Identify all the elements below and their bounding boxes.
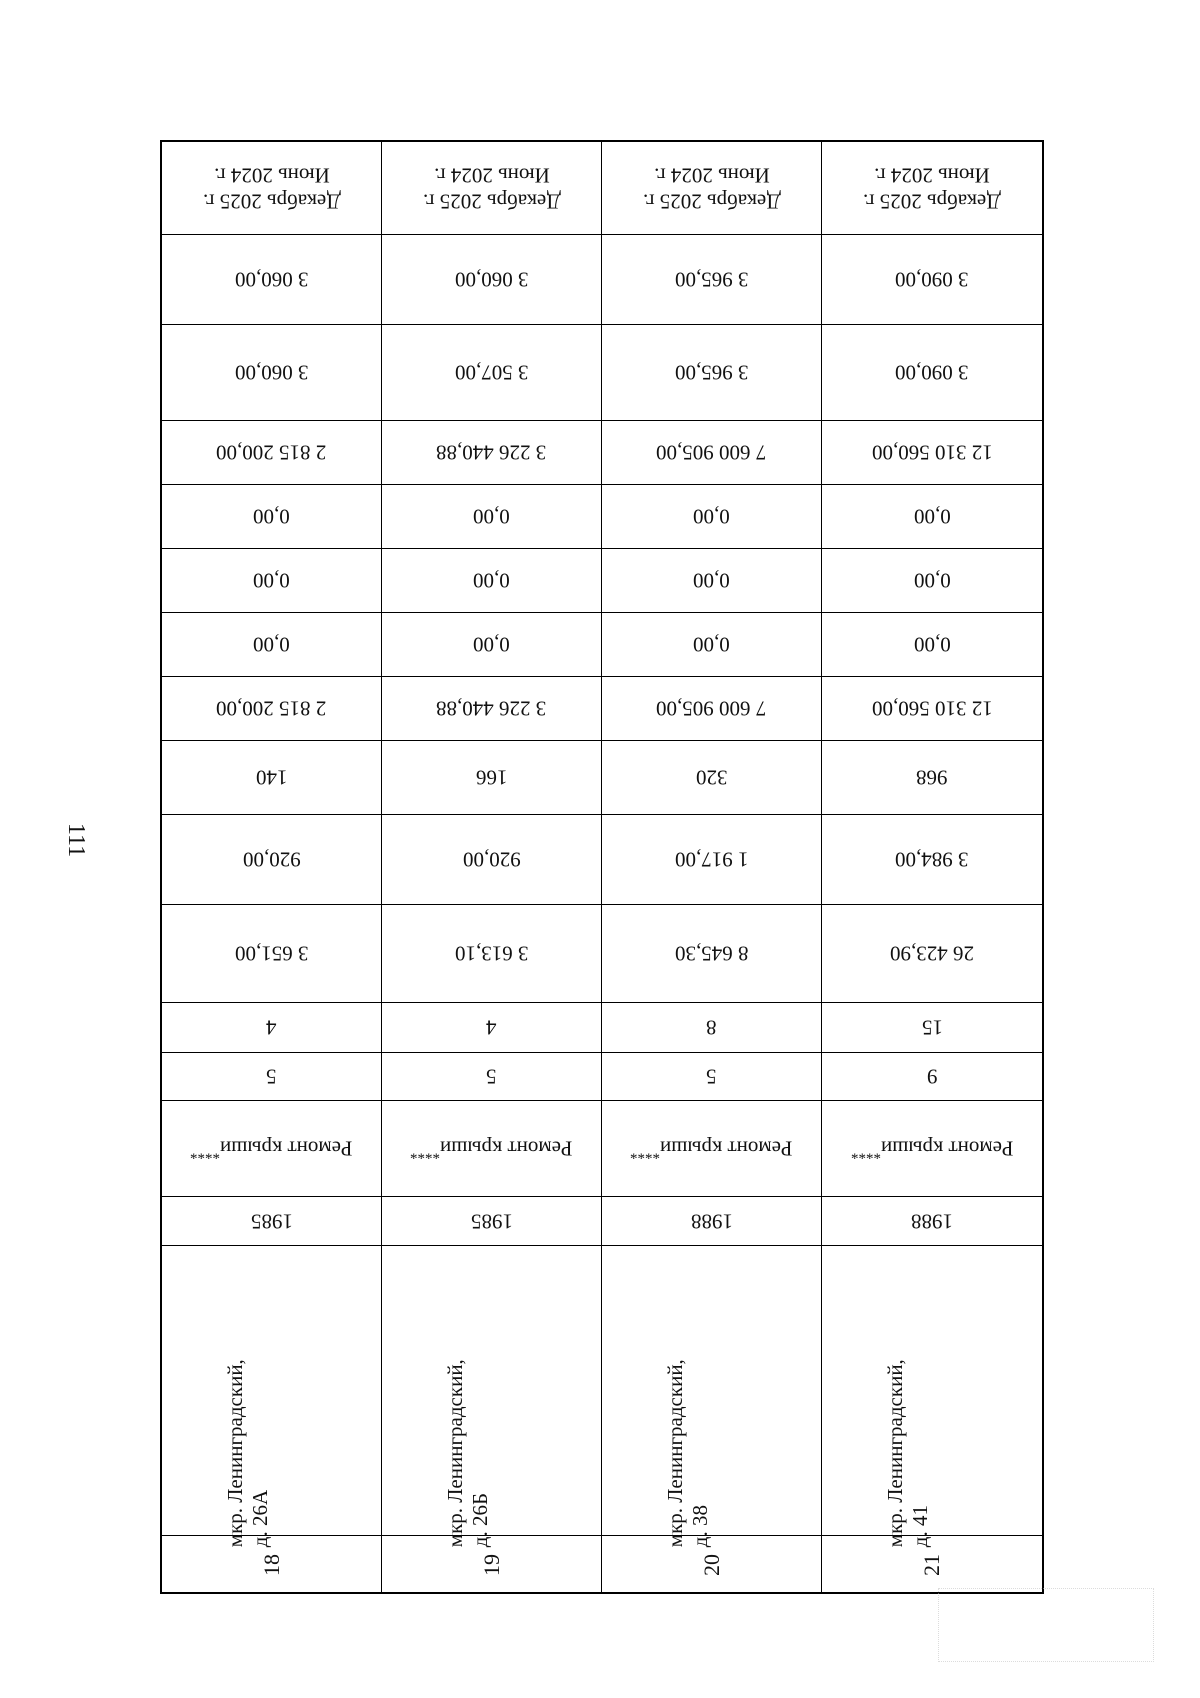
value-cell: 968 [822, 741, 1042, 815]
value-cell: 0,00 [382, 613, 601, 677]
value-cell: 3 060,00 [382, 235, 601, 325]
year-cell: 1985 [382, 1197, 601, 1246]
value-cell: 9 [822, 1053, 1042, 1101]
address-cell: мкр. Ленинградский, д. 41 [822, 1246, 1042, 1536]
value-cell: 8 [602, 1003, 821, 1053]
year-cell: 1988 [602, 1197, 821, 1246]
work-type-cell: Ремонт крыши**** [162, 1101, 381, 1197]
value-cell: 0,00 [162, 485, 381, 549]
value-cell: 920,00 [162, 815, 381, 905]
work-type-cell: Ремонт крыши**** [822, 1101, 1042, 1197]
value-cell: 0,00 [602, 549, 821, 613]
value-cell: 166 [382, 741, 601, 815]
value-cell: 12 310 560,00 [822, 421, 1042, 485]
row-number-cell: 18 [258, 1554, 284, 1576]
value-cell: 320 [602, 741, 821, 815]
value-cell: 3 613,10 [382, 905, 601, 1003]
value-cell: 0,00 [162, 549, 381, 613]
value-cell: 140 [162, 741, 381, 815]
value-cell: 2 815 200,00 [162, 421, 381, 485]
row-number-cell: 20 [698, 1554, 724, 1576]
value-cell: 3 060,00 [162, 235, 381, 325]
work-type-cell: Ремонт крыши**** [602, 1101, 821, 1197]
value-cell: 0,00 [822, 613, 1042, 677]
period-cell: Декабрь 2025 г. Июнь 2024 г. [822, 142, 1042, 235]
value-cell: 3 965,00 [602, 235, 821, 325]
value-cell: 0,00 [822, 549, 1042, 613]
value-cell: 0,00 [162, 613, 381, 677]
value-cell: 0,00 [602, 613, 821, 677]
value-cell: 3 965,00 [602, 325, 821, 421]
table-row [822, 142, 1042, 1592]
value-cell: 0,00 [382, 485, 601, 549]
value-cell: 8 645,30 [602, 905, 821, 1003]
value-cell: 7 600 905,00 [602, 421, 821, 485]
value-cell: 3 090,00 [822, 325, 1042, 421]
year-cell: 1988 [822, 1197, 1042, 1246]
value-cell: 0,00 [382, 549, 601, 613]
faint-stamp-mark [938, 1588, 1154, 1662]
value-cell: 3 651,00 [162, 905, 381, 1003]
value-cell: 3 226 440,88 [382, 677, 601, 741]
value-cell: 3 060,00 [162, 325, 381, 421]
address-cell: мкр. Ленинградский, д. 26Б [382, 1246, 601, 1536]
row-number-cell: 21 [919, 1554, 944, 1576]
value-cell: 3 507,00 [382, 325, 601, 421]
table-row [162, 142, 382, 1592]
table-row [602, 142, 822, 1592]
value-cell: 2 815 200,00 [162, 677, 381, 741]
value-cell: 0,00 [822, 485, 1042, 549]
address-cell: мкр. Ленинградский, д. 38 [602, 1246, 821, 1536]
value-cell: 1 917,00 [602, 815, 821, 905]
page-number: 111 [63, 822, 90, 858]
row-number-cell: 19 [478, 1554, 504, 1576]
period-cell: Декабрь 2025 г. Июнь 2024 г. [162, 142, 381, 235]
value-cell: 5 [162, 1053, 381, 1101]
year-cell: 1985 [162, 1197, 381, 1246]
period-cell: Декабрь 2025 г. Июнь 2024 г. [382, 142, 601, 235]
value-cell: 3 984,00 [822, 815, 1042, 905]
value-cell: 12 310 560,00 [822, 677, 1042, 741]
value-cell: 4 [382, 1003, 601, 1053]
value-cell: 15 [822, 1003, 1042, 1053]
value-cell: 3 226 440,88 [382, 421, 601, 485]
value-cell: 3 090,00 [822, 235, 1042, 325]
repair-schedule-table [160, 140, 1044, 1594]
address-cell: мкр. Ленинградский, д. 26А [162, 1246, 381, 1536]
value-cell: 26 423,90 [822, 905, 1042, 1003]
value-cell: 4 [162, 1003, 381, 1053]
work-type-cell: Ремонт крыши**** [382, 1101, 601, 1197]
value-cell: 0,00 [602, 485, 821, 549]
value-cell: 7 600 905,00 [602, 677, 821, 741]
value-cell: 5 [602, 1053, 821, 1101]
period-cell: Декабрь 2025 г. Июнь 2024 г. [602, 142, 821, 235]
value-cell: 920,00 [382, 815, 601, 905]
table-row [382, 142, 602, 1592]
value-cell: 5 [382, 1053, 601, 1101]
